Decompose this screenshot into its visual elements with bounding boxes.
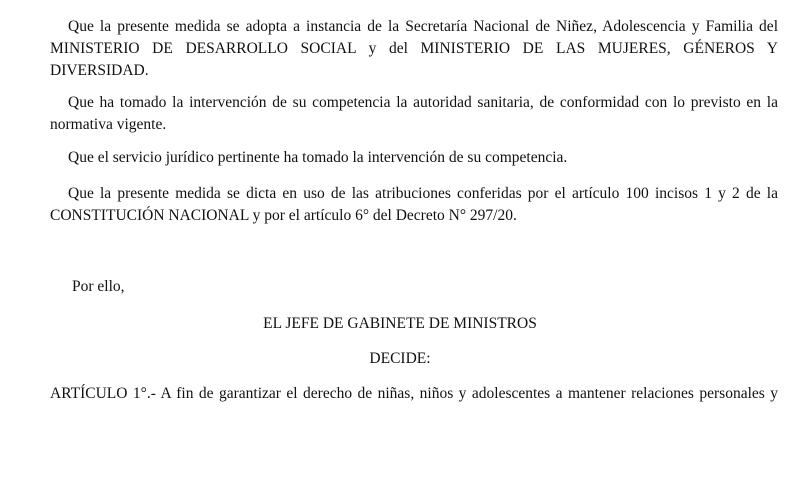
paragraph-autoridad-sanitaria: Que ha tomado la intervención de su competencia la autoridad sanitaria, de conformidad con lo previsto en la normativa vigente. bbox=[50, 94, 778, 133]
paragraph-atribuciones: Que la presente medida se dicta en uso de las atribuciones conferidas por el artículo 100 incisos 1 y 2 de la CONSTITUCIÓN NACIONAL y por el artículo 6° del Decreto N° 297/20. bbox=[50, 185, 778, 224]
por-ello-text: Por ello, bbox=[72, 278, 125, 295]
paragraph-servicio-juridico: Que el servicio jurídico pertinente ha tomado la intervención de su competencia. bbox=[68, 149, 568, 166]
authority-heading: EL JEFE DE GABINETE DE MINISTROS bbox=[263, 315, 537, 332]
decide-heading: DECIDE: bbox=[369, 350, 431, 367]
article-1-text: ARTÍCULO 1°.- A fin de garantizar el derecho de niñas, niños y adolescentes a mantener relaciones personales y bbox=[50, 385, 778, 402]
paragraph-secretaria: Que la presente medida se adopta a instancia de la Secretaría Nacional de Niñez, Adolescencia y Familia del MINISTERIO DE DESARROLLO SOCIAL y del MINISTERIO DE LAS MUJERES, GÉNEROS Y DIVERSIDAD. bbox=[50, 18, 778, 79]
